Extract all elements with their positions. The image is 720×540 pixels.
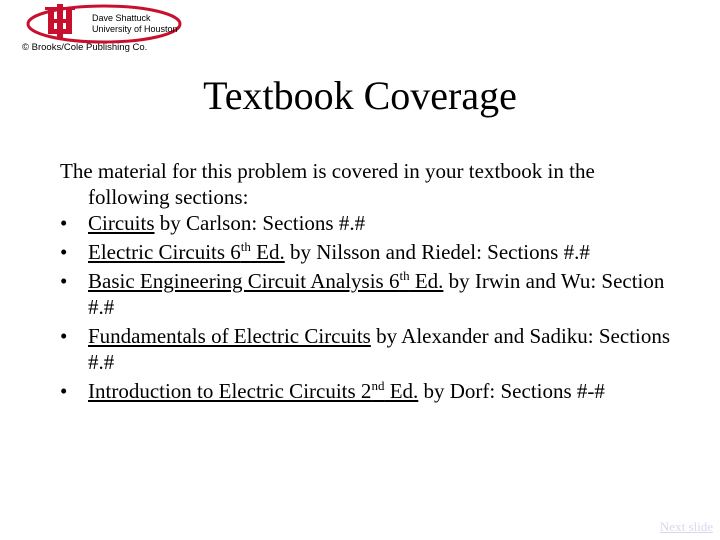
book-details: by Dorf: Sections #-#: [418, 379, 605, 403]
book-title: Introduction to Electric Circuits 2nd Ed.: [88, 378, 419, 403]
textbook-list: [60, 210, 680, 404]
list-item: [60, 378, 680, 404]
slide-title: Textbook Coverage: [203, 73, 517, 118]
list-item: [60, 323, 680, 375]
bullet-marker: •: [60, 211, 68, 235]
book-details: by Nilsson and Riedel: Sections #.#: [284, 240, 590, 264]
bullet-marker: •: [60, 324, 68, 348]
bullet-marker: •: [60, 379, 68, 403]
list-item: [60, 268, 680, 320]
book-title: Circuits: [88, 211, 155, 235]
list-item: [60, 239, 680, 265]
next-slide-link[interactable]: Next slide: [659, 519, 713, 534]
logo-author: Dave Shattuck: [92, 13, 151, 23]
uh-logo: [8, 2, 183, 58]
bullet-marker: •: [60, 240, 68, 264]
book-title: Basic Engineering Circuit Analysis 6th Ed.: [88, 268, 444, 293]
intro-text: The material for this problem is covered in your textbook in the following sections:: [60, 159, 595, 209]
logo-copyright: © Brooks/Cole Publishing Co.: [22, 42, 148, 53]
slide-body: [60, 158, 680, 407]
logo-university: University of Houston: [92, 24, 178, 34]
book-details: by Irwin and Wu: Section #.#: [88, 269, 665, 319]
book-title: Fundamentals of Electric Circuits: [88, 324, 371, 348]
book-title: Electric Circuits 6th Ed.: [88, 239, 285, 264]
bullet-marker: •: [60, 269, 68, 293]
list-item: [60, 210, 680, 236]
book-details: by Carlson: Sections #.#: [154, 211, 366, 235]
book-details: by Alexander and Sadiku: Sections #.#: [88, 324, 671, 374]
